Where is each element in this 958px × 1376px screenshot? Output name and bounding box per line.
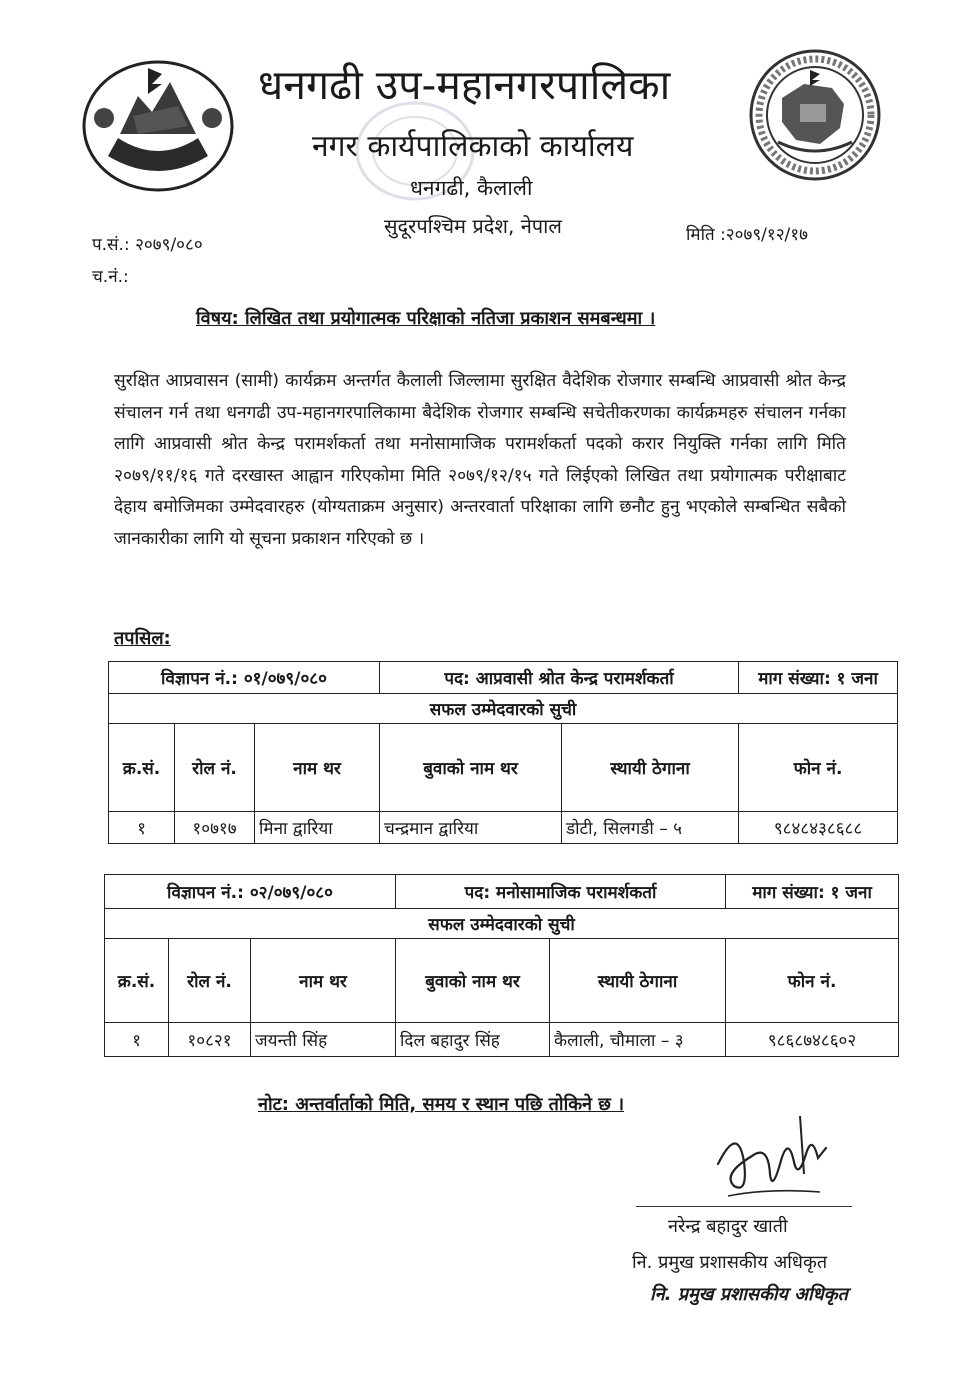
- col-name: नाम थर: [255, 724, 380, 812]
- cell-address: डोटी, सिलगडी – ५: [562, 812, 739, 844]
- table-row: [109, 812, 898, 844]
- col-name: नाम थर: [251, 939, 396, 1023]
- nepal-emblem-logo: [78, 46, 238, 196]
- details-heading: तपसिल:: [114, 628, 171, 649]
- col-serial: क्र.सं.: [105, 939, 169, 1023]
- col-permanent-address: स्थायी ठेगाना: [562, 724, 739, 812]
- col-phone: फोन नं.: [726, 939, 899, 1023]
- cell-father-name: चन्द्रमान द्वारिया: [380, 812, 562, 844]
- successful-candidates-title: सफल उम्मेदवारको सुची: [109, 694, 898, 724]
- office-title: नगर कार्यपालिकाको कार्यालय: [312, 129, 634, 164]
- advertisement-number: विज्ञापन नं.: ०१/०७९/०८०: [109, 662, 380, 694]
- signatory-post: नि. प्रमुख प्रशासकीय अधिकृत: [632, 1252, 828, 1273]
- interview-note: नोट: अन्तर्वार्ताको मिति, समय र स्थान पछि तोकिने छ ।: [258, 1094, 625, 1115]
- handwritten-signature: [708, 1104, 838, 1204]
- table-row: [105, 1023, 899, 1057]
- post-name: पद: मनोसामाजिक परामर्शकर्ता: [396, 875, 726, 909]
- municipality-seal-logo: [748, 48, 882, 182]
- dispatch-number: च.नं.:: [92, 267, 129, 287]
- cell-phone: ९८६८७४८६०२: [726, 1023, 899, 1057]
- designation-stamp: नि. प्रमुख प्रशासकीय अधिकृत: [650, 1284, 848, 1305]
- letter-body: सुरक्षित आप्रवासन (सामी) कार्यक्रम अन्तर्गत कैलाली जिल्लामा सुरक्षित वैदेशिक रोजगार सम्बन्धि आप्रवासी श्रोत केन्द्र संचालन गर्न तथा धनगढी उप-महानगरपालिकामा बैदेशिक रोजगार सम्बन्धि सचेतीकरणका कार्यक्रमहरु संचालन गर्नका लागि आप्रवासी श्रोत केन्द्र परामर्शकर्ता तथा मनोसामाजिक परामर्शकर्ता पदको करार नियुक्ति गर्नका लागि मिति २०७९/११/१६ गते दरखास्त आह्वान गरिएकोमा मिति २०७९/१२/१५ गते लिईएको लिखित तथा प्रयोगात्मक परीक्षाबाट देहाय बमोजिमका उम्मेदवारहरु (योग्यताक्रम अनुसार) अन्तरवार्ता परिक्षाका लागि छनौट हुनु भएकोले सम्बन्धित सबैको जानकारीका लागि यो सूचना प्रकाशन गरिएको छ ।: [114, 371, 846, 549]
- cell-serial: १: [109, 812, 175, 844]
- advertisement-number: विज्ञापन नं.: ०२/०७९/०८०: [105, 875, 396, 909]
- letter-date: मिति :२०७९/१२/१७: [686, 225, 808, 245]
- demand-count: माग संख्या: १ जना: [726, 875, 899, 909]
- cell-serial: १: [105, 1023, 169, 1057]
- office-province: सुदूरपश्चिम प्रदेश, नेपाल: [384, 214, 562, 238]
- col-roll-number: रोल नं.: [169, 939, 251, 1023]
- col-phone: फोन नं.: [739, 724, 898, 812]
- signatory-name: नरेन्द्र बहादुर खाती: [668, 1216, 788, 1237]
- letter-subject: विषय: लिखित तथा प्रयोगात्मक परिक्षाको नतिजा प्रकाशन समबन्धमा ।: [196, 308, 656, 329]
- col-serial: क्र.सं.: [109, 724, 175, 812]
- cell-phone: ९८४८४३८६८८: [739, 812, 898, 844]
- cell-name: मिना द्वारिया: [255, 812, 380, 844]
- signature-line: [636, 1206, 852, 1207]
- cell-address: कैलाली, चौमाला – ३: [550, 1023, 726, 1057]
- office-city: धनगढी, कैलाली: [410, 176, 533, 200]
- result-table-1: [108, 661, 898, 844]
- cell-father-name: दिल बहादुर सिंह: [396, 1023, 550, 1057]
- demand-count: माग संख्या: १ जना: [739, 662, 898, 694]
- col-father-name: बुवाको नाम थर: [380, 724, 562, 812]
- municipality-title: धनगढी उप-महानगरपालिका: [258, 61, 671, 109]
- letter-reference-number: प.सं.: २०७९/०८०: [92, 235, 203, 255]
- successful-candidates-title: सफल उम्मेदवारको सुची: [105, 909, 899, 939]
- col-father-name: बुवाको नाम थर: [396, 939, 550, 1023]
- cell-roll-number: १०८२१: [169, 1023, 251, 1057]
- result-table-2: [104, 874, 899, 1057]
- cell-name: जयन्ती सिंह: [251, 1023, 396, 1057]
- col-roll-number: रोल नं.: [175, 724, 255, 812]
- post-name: पद: आप्रवासी श्रोत केन्द्र परामर्शकर्ता: [380, 662, 739, 694]
- col-permanent-address: स्थायी ठेगाना: [550, 939, 726, 1023]
- cell-roll-number: १०७१७: [175, 812, 255, 844]
